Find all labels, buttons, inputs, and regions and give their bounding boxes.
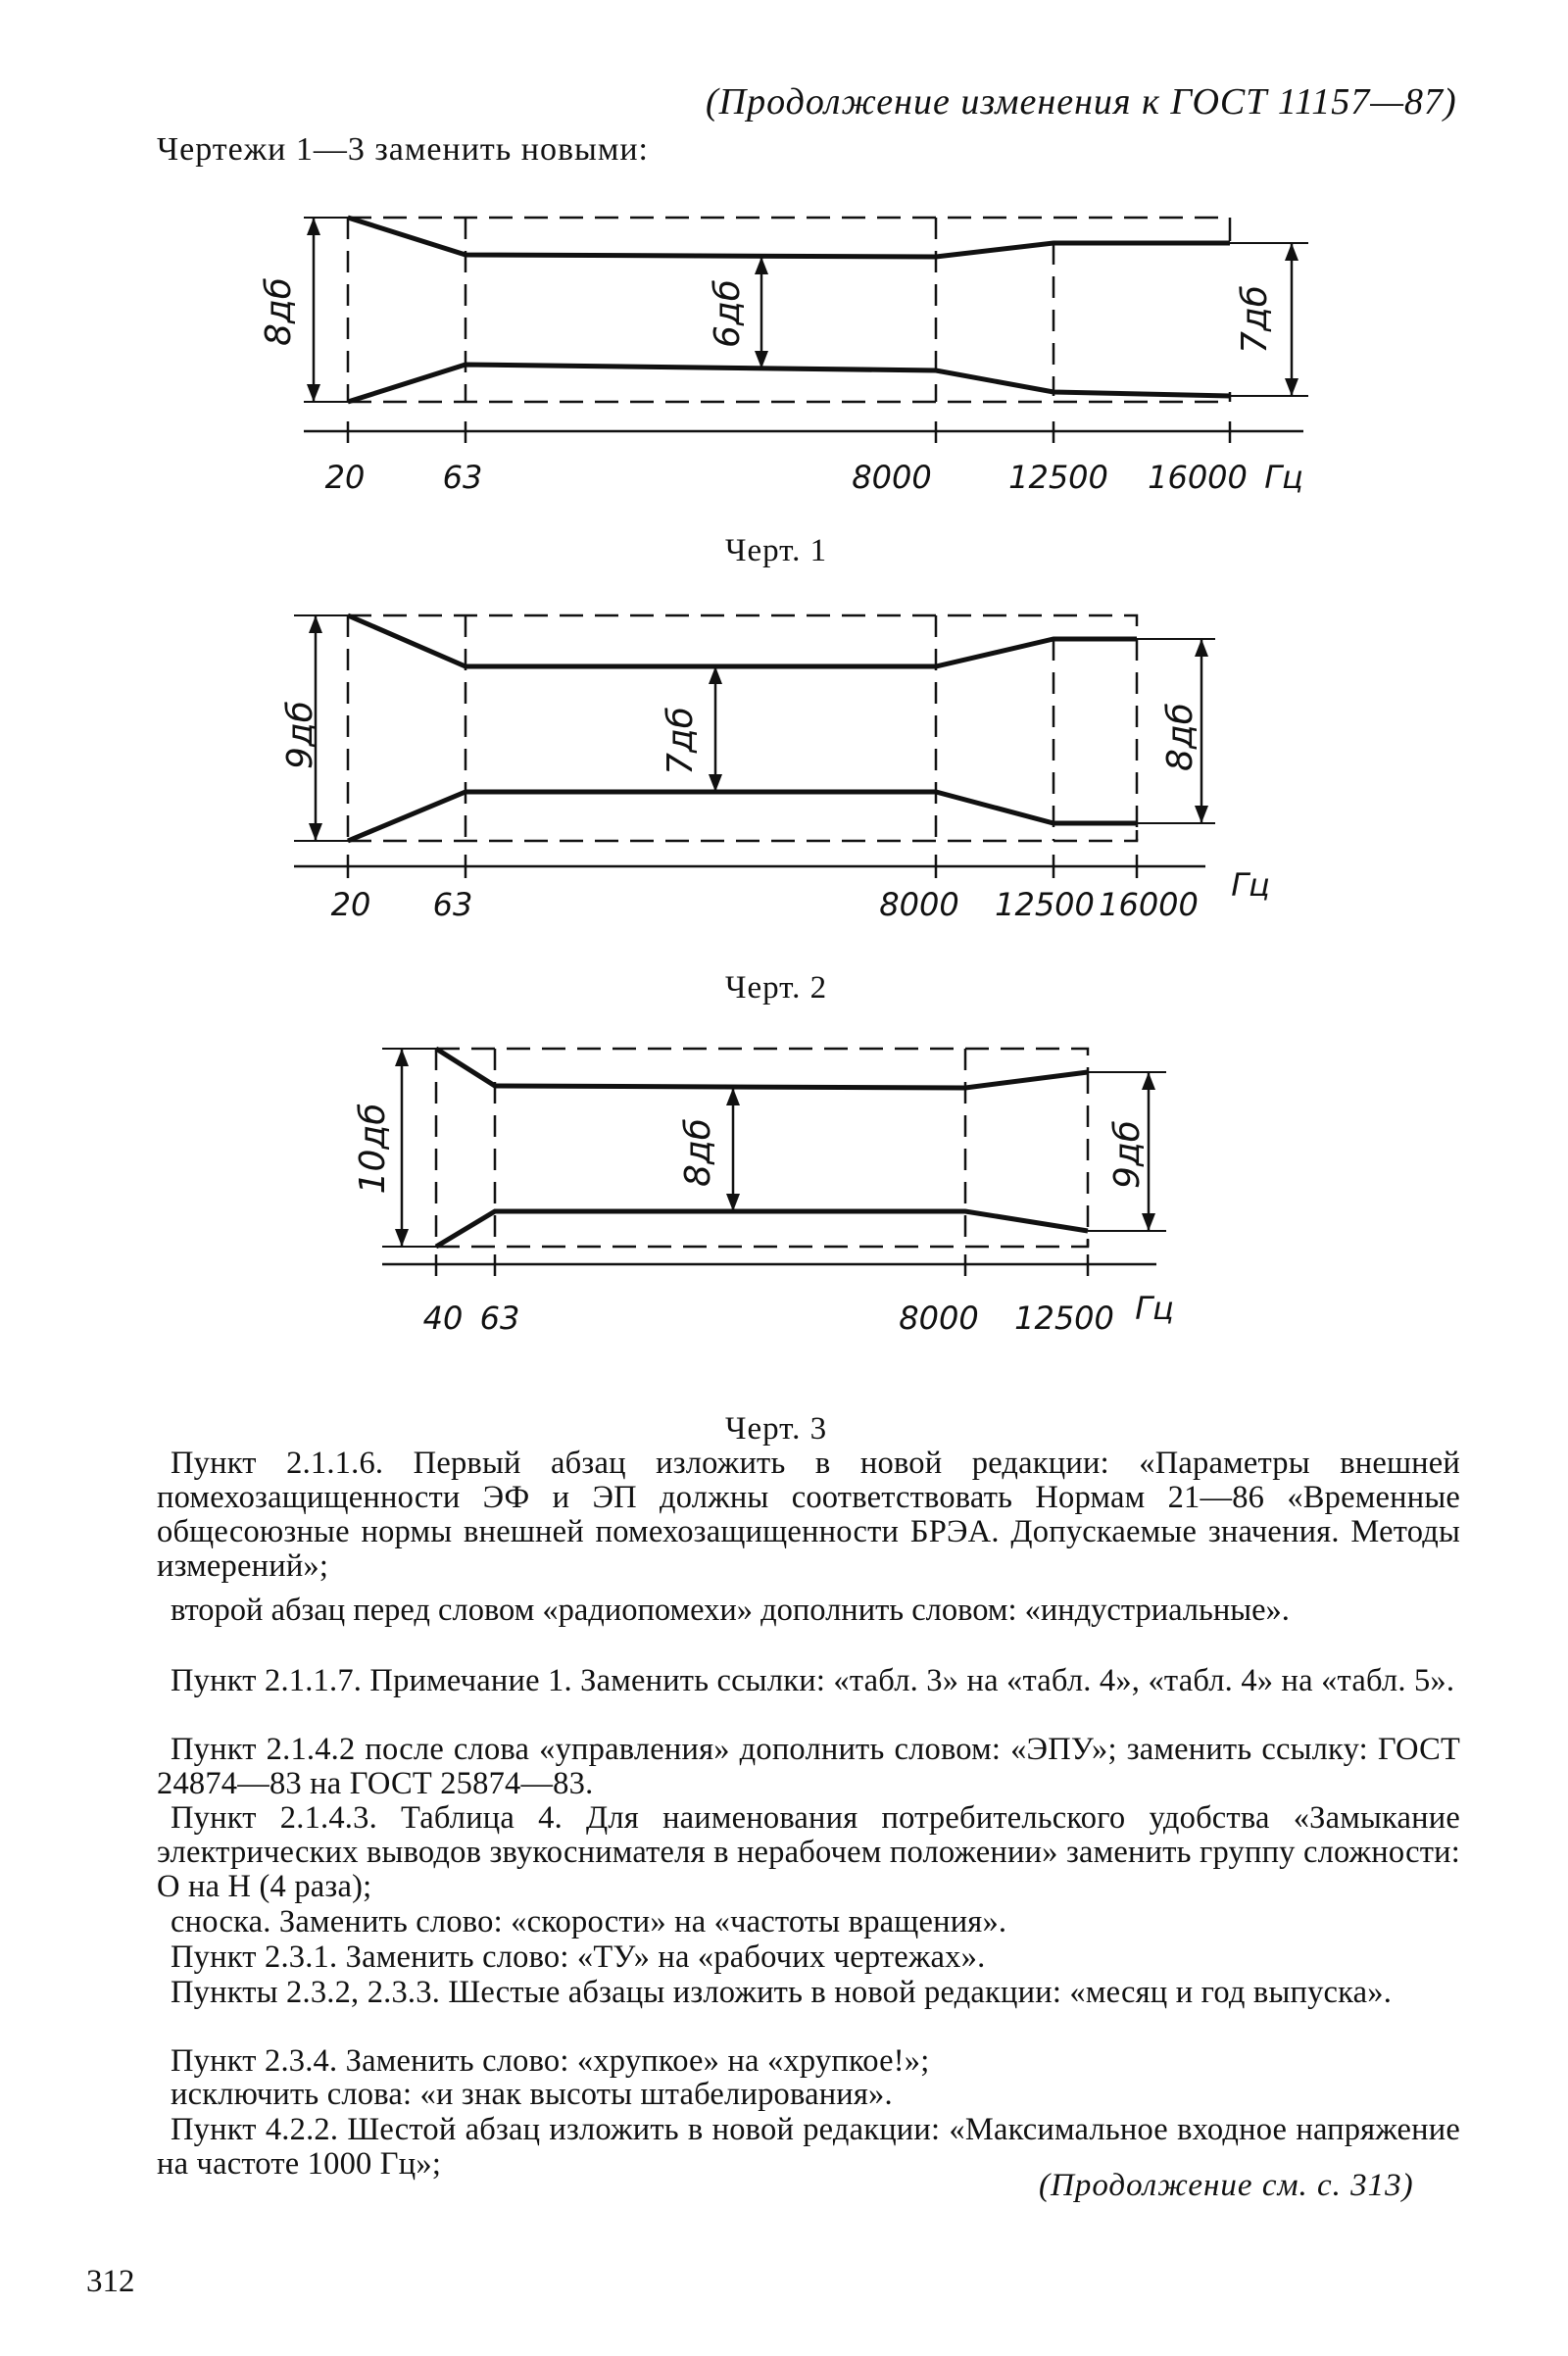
unit-label: Гц — [1231, 866, 1270, 904]
unit-label: Гц — [1135, 1290, 1174, 1327]
dimension-label: 8дб — [1160, 703, 1200, 771]
tick-label: 20 — [324, 459, 366, 496]
paragraph: исключить слова: «и знак высоты штабелирования». — [171, 2077, 893, 2112]
tick-label: 40 — [422, 1300, 464, 1337]
paragraph: Пункт 4.2.2. Шестой абзац изложить в новой редакции: «Максимальное входное напряжение на частоте 1000 Гц»; — [157, 2112, 1460, 2182]
continuation-header: (Продолжение изменения к ГОСТ 11157—87) — [706, 81, 1457, 123]
paragraph: сноска. Заменить слово: «скорости» на «частоты вращения». — [171, 1904, 1007, 1939]
dimension-label: 7дб — [661, 707, 701, 775]
tick-label: 16000 — [1148, 459, 1248, 496]
paragraph: Пункты 2.3.2, 2.3.3. Шестые абзацы изложить в новой редакции: «месяц и год выпуска». — [171, 1975, 1393, 2010]
paragraph: Пункт 2.1.4.2 после слова «управления» дополнить словом: «ЭПУ»; заменить ссылку: ГОСТ 24874—83 на ГОСТ 25874—83. — [157, 1732, 1460, 1801]
figure-caption: Черт. 3 — [725, 1411, 828, 1447]
tick-label: 8000 — [852, 459, 932, 496]
paragraph: Пункт 2.1.1.6. Первый абзац изложить в новой редакции: «Параметры внешней помехозащищенности ЭФ и ЭП должны соответствовать Нормам 21—86 «Временные общесоюзные нормы внешней помехозащищенности БРЭА. Допускаемые значения. Методы измерений»; — [157, 1446, 1460, 1584]
dimension-label: 8дб — [259, 277, 299, 346]
tick-label: 8000 — [879, 886, 959, 923]
dimension-label: 9дб — [280, 701, 320, 769]
lead-sentence: Чертежи 1—3 заменить новыми: — [157, 131, 650, 168]
dimension-label: 8дб — [678, 1118, 718, 1187]
figure-caption: Черт. 2 — [725, 970, 828, 1006]
tick-label: 12500 — [995, 886, 1095, 923]
tick-label: 12500 — [1014, 1300, 1114, 1337]
tick-label: 12500 — [1008, 459, 1108, 496]
dimension-label: 7дб — [1235, 285, 1275, 354]
figure-2 — [0, 598, 1568, 951]
tick-label: 8000 — [899, 1300, 979, 1337]
unit-label: Гц — [1264, 459, 1303, 496]
tick-label: 63 — [442, 459, 483, 496]
paragraph: Пункт 2.3.1. Заменить слово: «ТУ» на «рабочих чертежах». — [171, 1939, 986, 1975]
figure-caption: Черт. 1 — [725, 533, 828, 568]
tick-label: 63 — [432, 886, 473, 923]
dimension-label: 6дб — [708, 279, 748, 348]
page-number: 312 — [86, 2264, 135, 2299]
paragraph: второй абзац перед словом «радиопомехи» дополнить словом: «индустриальные». — [171, 1593, 1290, 1628]
dimension-label: 10дб — [353, 1103, 393, 1195]
figure-3 — [0, 1029, 1568, 1362]
paragraph: Пункт 2.1.4.3. Таблица 4. Для наименования потребительского удобства «Замыкание электрических выводов звукоснимателя в нерабочем положении» заменить группу сложности: О на Н (4 раза); — [157, 1800, 1460, 1904]
tick-label: 20 — [330, 886, 371, 923]
paragraph: Пункт 2.1.1.7. Примечание 1. Заменить ссылки: «табл. 3» на «табл. 4», «табл. 4» на «табл. 5». — [171, 1663, 1455, 1698]
dimension-label: 9дб — [1107, 1120, 1148, 1189]
paragraph: Пункт 2.3.4. Заменить слово: «хрупкое» на «хрупкое!»; — [171, 2043, 930, 2079]
tick-label: 16000 — [1099, 886, 1199, 923]
continuation-footer: (Продолжение см. с. 313) — [1039, 2168, 1414, 2203]
tick-label: 63 — [479, 1300, 520, 1337]
